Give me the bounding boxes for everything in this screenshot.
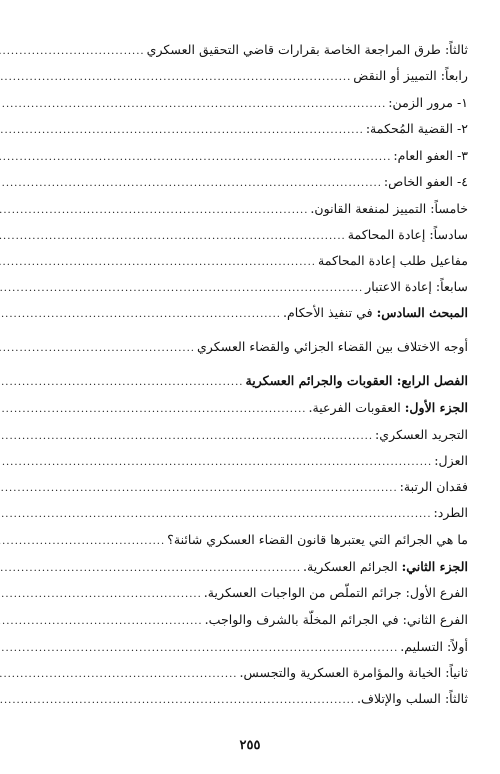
entry-title: فقدان الرتبة: <box>399 479 468 494</box>
entry-title-text: العقوبات الفرعية. <box>308 400 405 415</box>
dot-leader <box>0 121 364 141</box>
entry-title: ٣- العفو العام: <box>393 148 468 163</box>
toc-entry <box>32 583 468 603</box>
dot-leader <box>0 339 195 359</box>
toc-entry <box>32 119 468 139</box>
entry-title: أوجه الاختلاف بين القضاء الجزائي والقضاء العسكري <box>196 339 468 354</box>
toc-entry <box>32 251 468 271</box>
toc-entry <box>32 303 468 323</box>
entry-title: ٤- العفو الخاص: <box>383 174 468 189</box>
toc-entry <box>32 371 468 391</box>
toc-entry <box>32 689 468 709</box>
toc-entry <box>32 425 468 445</box>
toc-entry <box>32 451 468 471</box>
dot-leader <box>0 400 306 420</box>
dot-leader <box>0 42 145 62</box>
entry-title: سابعاً: إعادة الاعتبار <box>365 279 468 294</box>
entry-title: ثالثاً: السلب والإتلاف. <box>356 691 468 706</box>
toc-entry <box>32 40 468 60</box>
entry-title: ٢- القضية المُحكمة: <box>365 121 468 136</box>
entry-title: الفرع الأول: جرائم التملّص من الواجبات العسكرية. <box>203 585 468 600</box>
toc-entry <box>32 530 468 550</box>
entry-title <box>303 557 468 577</box>
entry-title: ما هي الجرائم التي يعتبرها قانون القضاء العسكري شائنة؟ <box>167 532 468 547</box>
toc-entry <box>32 337 468 357</box>
dot-leader <box>0 691 355 711</box>
toc-entry <box>32 610 468 630</box>
dot-leader <box>0 373 243 393</box>
dot-leader <box>0 253 316 273</box>
dot-leader <box>0 612 203 632</box>
toc-entry <box>32 398 468 418</box>
entry-title: الفصل الرابع: العقوبات والجرائم العسكرية <box>245 373 468 388</box>
toc-entry <box>32 277 468 297</box>
entry-lead: الجزء الثاني: <box>401 559 468 574</box>
toc-entry <box>32 637 468 657</box>
dot-leader <box>0 479 398 499</box>
toc-entry <box>32 663 468 683</box>
toc-entry <box>32 477 468 497</box>
dot-leader <box>0 559 301 579</box>
entry-title: ١- مرور الزمن: <box>388 95 468 110</box>
entry-title: الفرع الثاني: في الجرائم المخلّة بالشرف والواجب. <box>204 612 468 627</box>
dot-leader <box>0 68 351 88</box>
entry-title: الطرد: <box>433 505 468 520</box>
entry-title: سادساً: إعادة المحاكمة <box>347 227 468 242</box>
dot-leader <box>0 505 432 525</box>
entry-title: أولاً: التسليم. <box>400 639 468 654</box>
toc-entry <box>32 199 468 219</box>
dot-leader <box>0 95 386 115</box>
dot-leader <box>0 665 237 685</box>
entry-title: ثالثاً: طرق المراجعة الخاصة بقرارات قاضي التحقيق العسكري <box>146 42 468 57</box>
dot-leader <box>0 305 281 325</box>
entry-title-text: الجرائم العسكرية. <box>303 559 402 574</box>
entry-title: ثانياً: الخيانة والمؤامرة العسكرية والتجسس. <box>239 665 468 680</box>
toc-entry <box>32 172 468 192</box>
toc-entry <box>32 93 468 113</box>
dot-leader <box>0 453 432 473</box>
toc-entry <box>32 146 468 166</box>
dot-leader <box>0 148 391 168</box>
dot-leader <box>0 639 398 659</box>
entry-title-text: في تنفيذ الأحكام. <box>282 305 377 320</box>
dot-leader <box>0 585 202 605</box>
entry-lead: المبحث السادس: <box>376 305 468 320</box>
entry-title: رابعاً: التمييز أو النقض <box>353 68 468 83</box>
entry-title: العزل: <box>434 453 468 468</box>
dot-leader <box>0 427 373 447</box>
entry-title <box>308 398 468 418</box>
dot-leader <box>0 227 346 247</box>
toc-entry <box>32 225 468 245</box>
toc-entry <box>32 503 468 523</box>
dot-leader <box>0 174 382 194</box>
entry-title: خامساً: التمييز لمنفعة القانون. <box>310 201 468 216</box>
entry-title: التجريد العسكري: <box>375 427 468 442</box>
entry-title: مفاعيل طلب إعادة المحاكمة <box>317 253 468 268</box>
dot-leader <box>0 201 308 221</box>
entry-lead: الجزء الأول: <box>404 400 468 415</box>
dot-leader <box>0 532 165 552</box>
entry-title <box>283 303 468 323</box>
page-number: ٢٥٥ <box>239 738 261 753</box>
toc-entry <box>32 66 468 86</box>
toc-entry <box>32 557 468 577</box>
dot-leader <box>0 279 363 299</box>
